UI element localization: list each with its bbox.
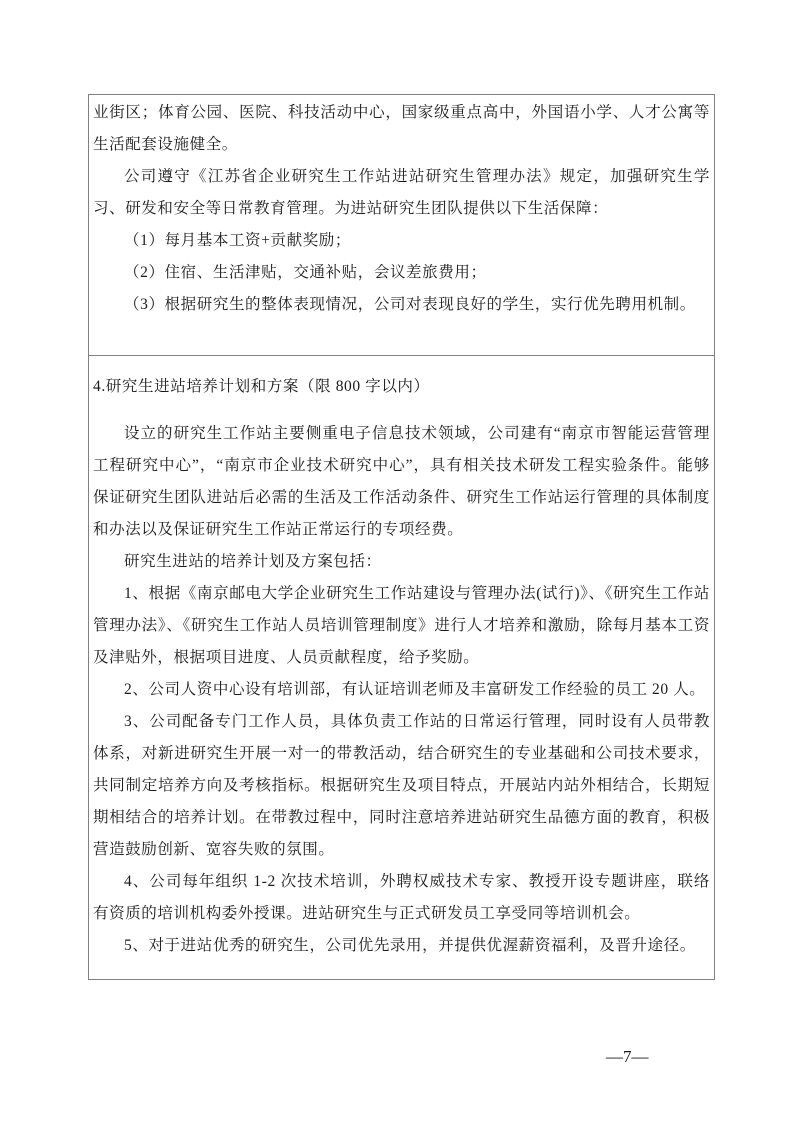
section-4-heading: 4.研究生进站培养计划和方案（限 800 字以内） xyxy=(93,378,430,395)
paragraph: 研究生进站的培养计划及方案包括： xyxy=(124,553,382,570)
list-item: 2、公司人资中心设有培训部，有认证培训老师及丰富研发工作经验的员工 20 人。 xyxy=(124,681,706,698)
paragraph: 业街区；体育公园、医院、科技活动中心，国家级重点高中，外国语小学、人才公寓等生活配套设施健全。 xyxy=(93,104,710,153)
list-item: 1、根据《南京邮电大学企业研究生工作站建设与管理办法(试行)》、《研究生工作站管理办法》、《研究生工作站人员培训管理制度》进行人才培养和激励，除每月基本工资及津贴外，根据项目进度、人员贡献程度，给予奖励。 xyxy=(93,585,710,666)
list-item: （1）每月基本工资+贡献奖励； xyxy=(124,232,351,249)
section-3-continuation-cell xyxy=(89,95,714,356)
section-4-cell xyxy=(89,356,714,979)
list-item: （3）根据研究生的整体表现情况，公司对表现良好的学生，实行优先聘用机制。 xyxy=(124,296,696,313)
paragraph: 设立的研究生工作站主要侧重电子信息技术领域，公司建有“南京市智能运营管理工程研究中心”，“南京市企业技术研究中心”，具有相关技术研发工程实验条件。能够保证研究生团队进站后必需的生活及工作活动条件、研究生工作站运行管理的具体制度和办法以及保证研究生工作站正常运行的专项经费。 xyxy=(93,425,710,538)
page-number: —7— xyxy=(606,1047,649,1066)
list-item: 3、公司配备专门工作人员，具体负责工作站的日常运行管理，同时设有人员带教体系，对新进研究生开展一对一的带教活动，结合研究生的专业基础和公司技术要求，共同制定培养方向及考核指标。根据研究生及项目特点，开展站内站外相结合，长期短期相结合的培养计划。在带教过程中，同时注意培养进站研究生品德方面的教育，积极营造鼓励创新、宽容失败的氛围。 xyxy=(93,713,710,858)
application-form-table xyxy=(88,94,715,980)
list-item: 5、对于进站优秀的研究生，公司优先录用，并提供优渥薪资福利，及晋升途径。 xyxy=(124,937,696,954)
list-item: 4、公司每年组织 1-2 次技术培训，外聘权威技术专家、教授开设专题讲座，联络有资质的培训机构委外授课。进站研究生与正式研发员工享受同等培训机会。 xyxy=(93,873,710,922)
paragraph: 公司遵守《江苏省企业研究生工作站进站研究生管理办法》规定，加强研究生学习、研发和安全等日常教育管理。为进站研究生团队提供以下生活保障： xyxy=(93,168,710,217)
list-item: （2）住宿、生活津贴，交通补贴，会议差旅费用； xyxy=(124,264,487,281)
